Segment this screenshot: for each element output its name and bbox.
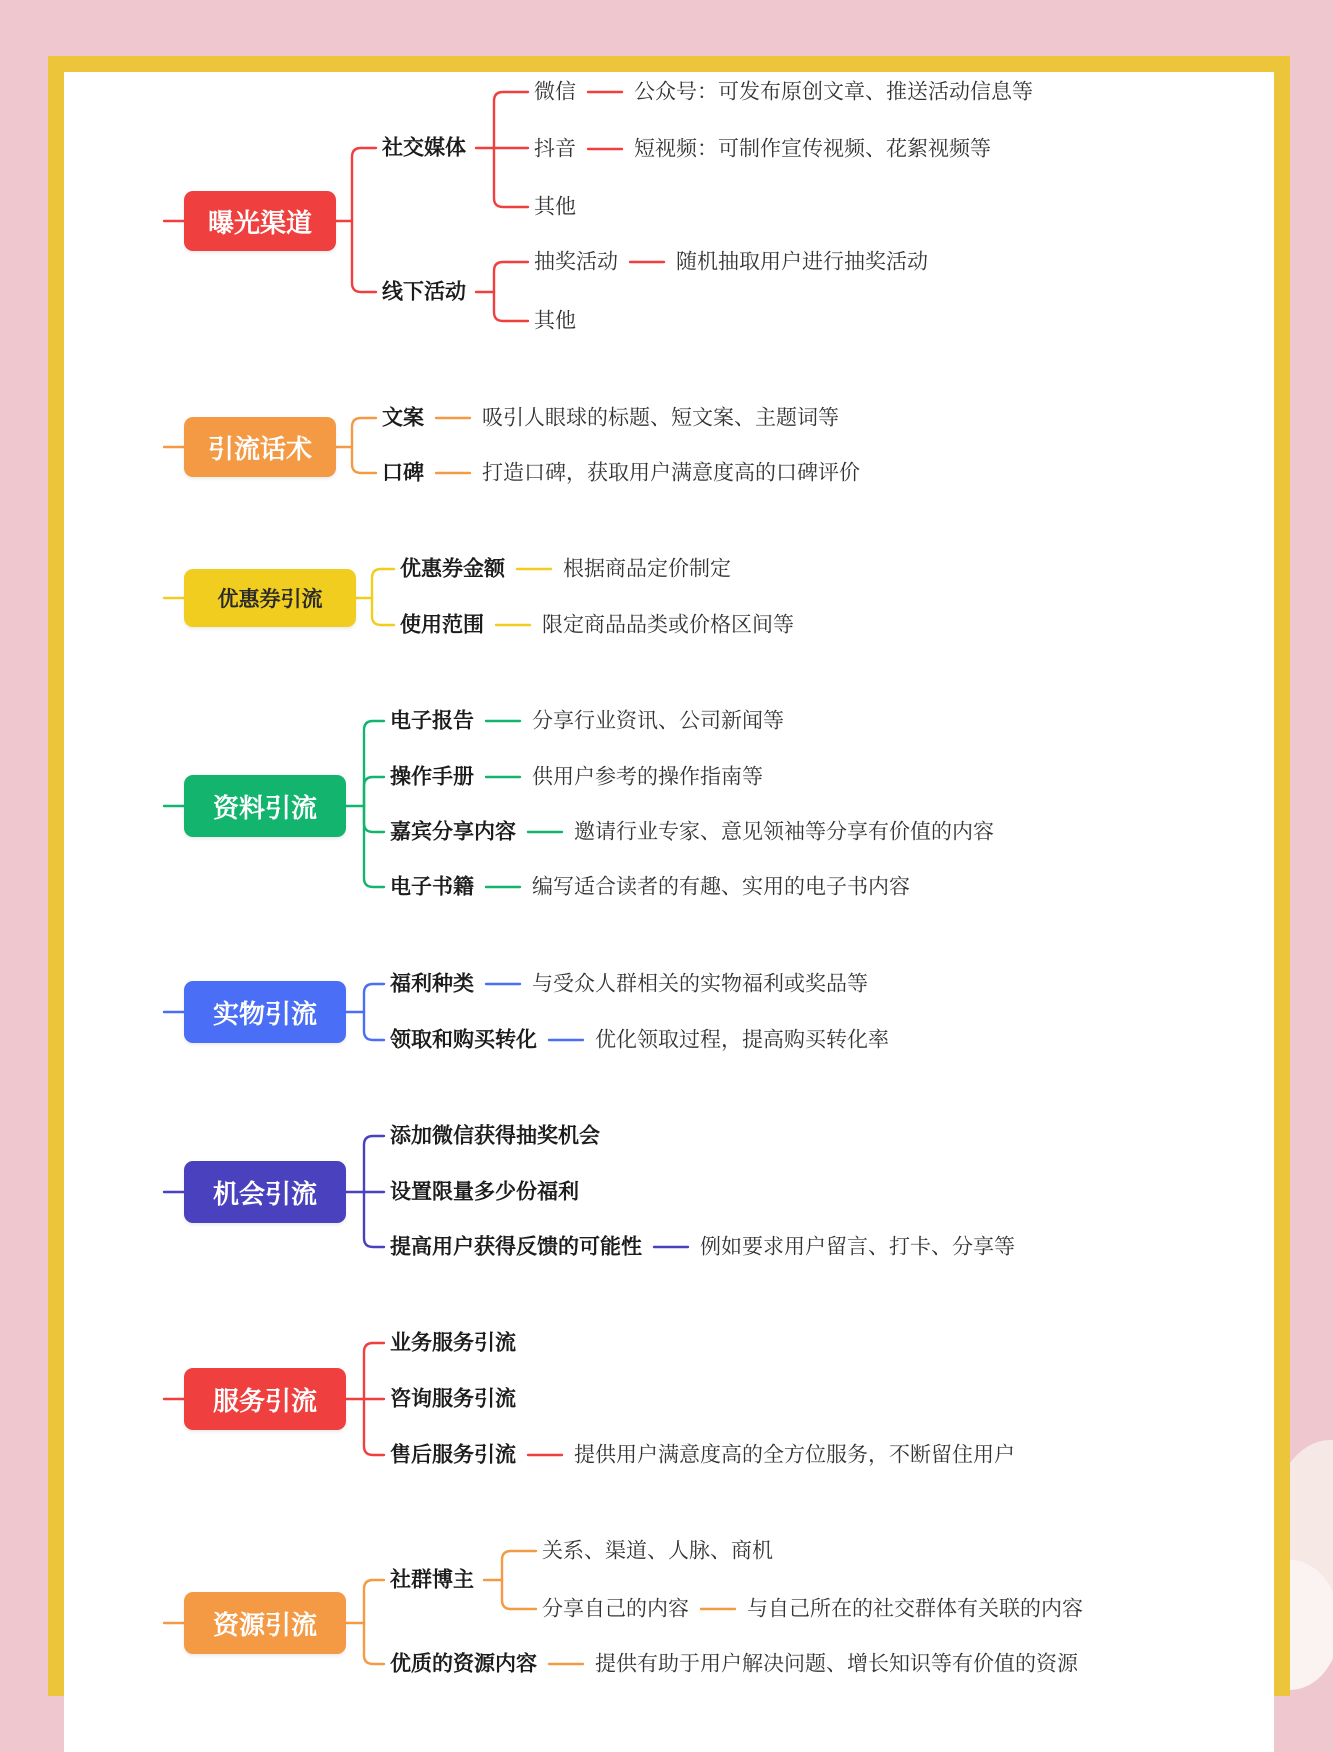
root-node: 资源引流 [184,1592,346,1654]
branch-label: 提高用户获得反馈的可能性 [390,1234,642,1259]
connector-line [494,92,528,148]
connector-line [352,148,376,221]
connector-line [364,1012,384,1040]
connector-line [352,418,376,447]
branch-label: 嘉宾分享内容 [390,819,516,844]
root-node: 曝光渠道 [184,191,336,251]
root-node: 资料引流 [184,775,346,837]
branch-label: 文案 [382,405,424,430]
note-text: 打造口碑，获取用户满意度高的口碑评价 [482,460,860,485]
connector-line [364,721,384,806]
root-node: 引流话术 [184,417,336,477]
connector-line [372,598,394,625]
note-text: 供用户参考的操作指南等 [532,764,763,789]
note-text: 与自己所在的社交群体有关联的内容 [747,1596,1083,1621]
note-text: 限定商品品类或价格区间等 [542,612,794,637]
note-text: 随机抽取用户进行抽奖活动 [676,249,928,274]
branch-label: 社群博主 [390,1567,474,1592]
connector-line [364,1192,384,1247]
note-text: 公众号：可发布原创文章、推送活动信息等 [634,79,1033,104]
leaf-label: 抽奖活动 [534,249,618,274]
leaf-label: 抖音 [534,136,576,161]
branch-label: 咨询服务引流 [390,1386,516,1411]
note-text: 分享行业资讯、公司新闻等 [532,708,784,733]
branch-label: 售后服务引流 [390,1442,516,1467]
leaf-label: 其他 [534,194,576,219]
note-text: 与受众人群相关的实物福利或奖品等 [532,971,868,996]
note-text: 编写适合读者的有趣、实用的电子书内容 [532,874,910,899]
root-node: 实物引流 [184,981,346,1043]
connector-line [494,292,528,321]
leaf-label: 分享自己的内容 [542,1596,689,1621]
branch-label: 使用范围 [400,612,484,637]
branch-label: 福利种类 [390,971,474,996]
connector-line [364,806,384,832]
branch-label: 操作手册 [390,764,474,789]
connector-line [494,148,528,207]
connector-line [372,569,394,598]
branch-label: 电子书籍 [390,874,474,899]
connector-line [364,1136,384,1192]
leaf-label: 关系、渠道、人脉、商机 [542,1538,773,1563]
branch-label: 线下活动 [382,279,466,304]
connector-line [364,984,384,1012]
connector-line [364,1623,384,1664]
branch-label: 口碑 [382,460,424,485]
branch-label: 电子报告 [390,708,474,733]
connector-line [364,1343,384,1399]
note-text: 吸引人眼球的标题、短文案、主题词等 [482,405,839,430]
connector-line [364,806,384,887]
branch-label: 添加微信获得抽奖机会 [390,1123,600,1148]
branch-label: 设置限量多少份福利 [390,1179,579,1204]
connector-line [502,1580,536,1609]
branch-label: 优惠券金额 [400,556,505,581]
connector-line [364,777,384,806]
note-text: 短视频：可制作宣传视频、花絮视频等 [634,136,991,161]
connector-line [364,1399,384,1455]
note-text: 提供有助于用户解决问题、增长知识等有价值的资源 [595,1651,1078,1676]
root-node: 机会引流 [184,1161,346,1223]
branch-label: 优质的资源内容 [390,1651,537,1676]
connector-line [502,1551,536,1580]
connector-line [352,447,376,473]
connector-line [352,221,376,292]
note-text: 提供用户满意度高的全方位服务，不断留住用户 [574,1442,1015,1467]
branch-label: 领取和购买转化 [390,1027,537,1052]
note-text: 邀请行业专家、意见领袖等分享有价值的内容 [574,819,994,844]
root-node: 优惠券引流 [184,569,356,627]
connector-line [364,1580,384,1623]
root-node: 服务引流 [184,1368,346,1430]
note-text: 优化领取过程，提高购买转化率 [595,1027,889,1052]
note-text: 根据商品定价制定 [563,556,731,581]
leaf-label: 其他 [534,308,576,333]
connector-line [494,262,528,292]
leaf-label: 微信 [534,79,576,104]
branch-label: 社交媒体 [382,135,466,160]
branch-label: 业务服务引流 [390,1330,516,1355]
note-text: 例如要求用户留言、打卡、分享等 [700,1234,1015,1259]
